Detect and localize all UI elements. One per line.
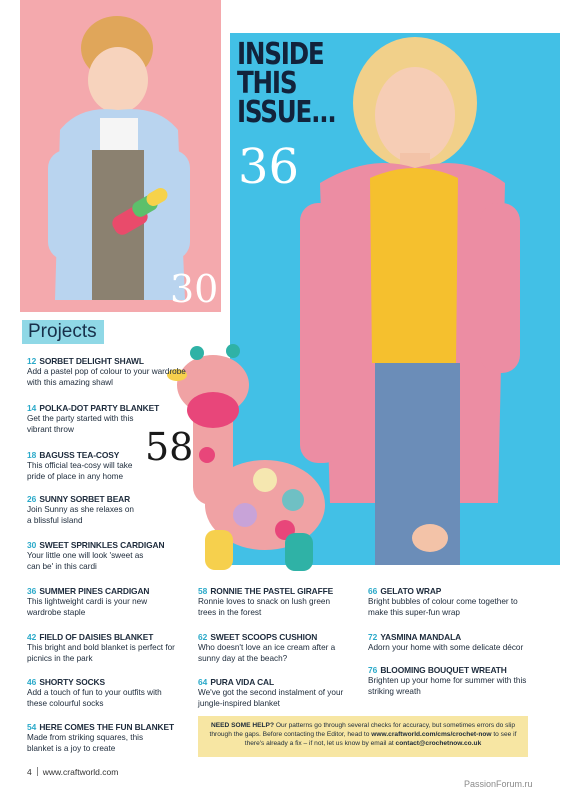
title-line-3: ISSUE... [237, 95, 336, 130]
project-name: SUNNY SORBET BEAR [39, 494, 131, 504]
project-description: Add a pastel pop of colour to your wardrobe with this amazing shawl [27, 366, 186, 387]
help-text-1: Our patterns go through several checks for accuracy, but sometimes errors do slip through the gaps. Before contacting the Editor, head to [209, 722, 516, 739]
watermark: PassionForum.ru [464, 779, 533, 789]
page-number: 46 [27, 677, 37, 687]
list-item[interactable] [27, 540, 197, 572]
help-lead: NEED SOME HELP? [210, 722, 274, 729]
page-number: 42 [27, 632, 37, 642]
woman-page-number: 36 [238, 139, 300, 195]
giraffe-page-number: 58 [145, 425, 194, 469]
page-number: 12 [27, 356, 37, 366]
list-item[interactable] [198, 632, 368, 664]
list-item[interactable] [27, 722, 197, 754]
project-description: Ronnie loves to snack on lush green trees in the forest [198, 596, 330, 617]
project-description: Who doesn't love an ice cream after a sunny day at the beach? [198, 642, 336, 663]
project-description: Get the party started with this vibrant throw [27, 413, 134, 434]
page-number: 64 [198, 677, 208, 687]
page-number: 30 [27, 540, 37, 550]
photo-child-cardigan [20, 0, 221, 312]
project-description: Bright bubbles of colour come together to make this super-fun wrap [368, 596, 518, 617]
help-email[interactable]: contact@crochetnow.co.uk [395, 740, 482, 748]
project-description: This lightweight cardi is your new wardrobe staple [27, 596, 148, 617]
page-footer [27, 767, 118, 777]
projects-heading: Projects [22, 320, 104, 344]
list-item[interactable] [368, 632, 538, 654]
list-item[interactable] [27, 450, 167, 482]
inside-this-issue-title [237, 37, 336, 130]
project-name: HERE COMES THE FUN BLANKET [39, 722, 174, 732]
page-number: 26 [27, 494, 37, 504]
help-link[interactable]: www.craftworld.com/cms/crochet-now [371, 731, 492, 739]
list-item[interactable] [27, 403, 197, 435]
project-name: YASMINA MANDALA [380, 632, 462, 642]
project-description: This official tea-cosy will take pride of place in any home [27, 460, 133, 481]
list-item[interactable] [27, 586, 197, 618]
page-number: 62 [198, 632, 208, 642]
page-number: 58 [198, 586, 208, 596]
page-number: 36 [27, 586, 37, 596]
project-description: This bright and bold blanket is perfect for picnics in the park [27, 642, 175, 663]
project-description: Made from striking squares, this blanket is a joy to create [27, 732, 144, 753]
project-name: SORBET DELIGHT SHAWL [39, 356, 144, 366]
project-name: BAGUSS TEA-COSY [39, 450, 120, 460]
footer-divider [37, 767, 38, 776]
list-item[interactable] [27, 677, 197, 709]
project-name: GELATO WRAP [380, 586, 442, 596]
project-description: Join Sunny as she relaxes on a blissful island [27, 504, 134, 525]
project-description: Your little one will look 'sweet as can be' in this cardi [27, 550, 144, 571]
page-number: 76 [368, 665, 378, 675]
project-description: Adorn your home with some delicate décor [368, 642, 524, 652]
child-page-number: 30 [170, 267, 219, 311]
project-description: We've got the second instalment of your jungle-inspired blanket [198, 687, 344, 708]
list-item[interactable] [27, 494, 167, 526]
help-box [198, 716, 528, 757]
page-number: 14 [27, 403, 37, 413]
help-text-2: to see if there's already a fix – if not, let us know by email at [244, 731, 517, 748]
list-item[interactable] [198, 677, 368, 709]
page-number: 66 [368, 586, 378, 596]
project-name: SHORTY SOCKS [39, 677, 105, 687]
footer-page-number: 4 [27, 767, 32, 777]
project-description: Brighten up your home for summer with this striking wreath [368, 675, 527, 696]
project-name: RONNIE THE PASTEL GIRAFFE [210, 586, 334, 596]
project-name: SWEET SPRINKLES CARDIGAN [39, 540, 165, 550]
list-item[interactable] [27, 356, 197, 388]
list-item[interactable] [198, 586, 368, 618]
list-item[interactable] [27, 632, 197, 664]
child-illustration [20, 0, 221, 312]
project-description: Add a touch of fun to your outfits with these colourful socks [27, 687, 162, 708]
project-name: BLOOMING BOUQUET WREATH [380, 665, 507, 675]
project-name: SUMMER PINES CARDIGAN [39, 586, 150, 596]
page-number: 54 [27, 722, 37, 732]
project-name: FIELD OF DAISIES BLANKET [39, 632, 154, 642]
list-item[interactable] [368, 586, 538, 618]
title-line-2: THIS [237, 66, 297, 101]
page-number: 72 [368, 632, 378, 642]
title-line-1: INSIDE [237, 37, 324, 72]
page-number: 18 [27, 450, 37, 460]
list-item[interactable] [368, 665, 538, 697]
project-name: POLKA-DOT PARTY BLANKET [39, 403, 160, 413]
project-name: SWEET SCOOPS CUSHION [210, 632, 318, 642]
project-name: PURA VIDA CAL [210, 677, 275, 687]
footer-site[interactable]: www.craftworld.com [42, 767, 119, 777]
